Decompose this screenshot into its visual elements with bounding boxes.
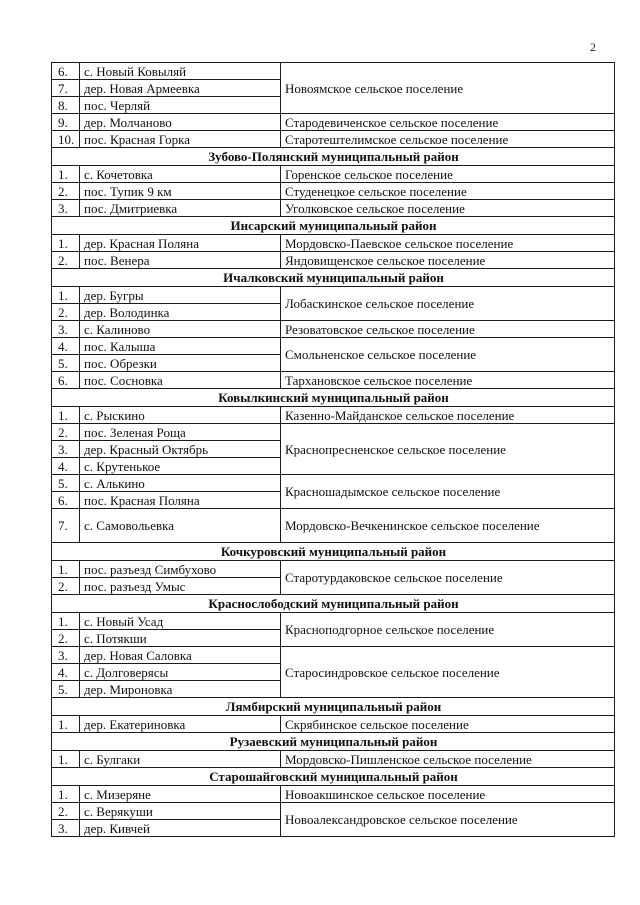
row-number: 7. — [52, 509, 80, 543]
table-row — [52, 475, 615, 492]
row-number: 1. — [52, 613, 80, 630]
district-name: Зубово-Полянский муниципальный район — [52, 148, 615, 166]
row-number: 6. — [52, 372, 80, 389]
settlement-name: Краснопресненское сельское поселение — [281, 424, 615, 475]
district-name: Ичалковский муниципальный район — [52, 269, 615, 287]
settlement-name: Новоалександровское сельское поселение — [281, 803, 615, 837]
row-number: 3. — [52, 820, 80, 837]
locality-name: пос. разъезд Симбухово — [80, 561, 281, 578]
table-row — [52, 338, 615, 355]
district-header-row — [52, 733, 615, 751]
row-number: 7. — [52, 80, 80, 97]
row-number: 1. — [52, 407, 80, 424]
locality-name: пос. Черляй — [80, 97, 281, 114]
settlement-name: Казенно-Майданское сельское поселение — [281, 407, 615, 424]
table-row — [52, 372, 615, 389]
row-number: 5. — [52, 475, 80, 492]
district-name: Кочкуровский муниципальный район — [52, 543, 615, 561]
row-number: 8. — [52, 97, 80, 114]
table-row — [52, 561, 615, 578]
district-name: Краснослободский муниципальный район — [52, 595, 615, 613]
table-row — [52, 803, 615, 820]
district-name: Ковылкинский муниципальный район — [52, 389, 615, 407]
settlement-name: Новоямское сельское поселение — [281, 63, 615, 114]
table-row — [52, 716, 615, 733]
settlement-name: Яндовищенское сельское поселение — [281, 252, 615, 269]
row-number: 1. — [52, 235, 80, 252]
settlement-name: Новоакшинское сельское поселение — [281, 786, 615, 803]
table-row — [52, 183, 615, 200]
settlement-name: Краснoподгорное сельское поселение — [281, 613, 615, 647]
table-row — [52, 786, 615, 803]
district-header-row — [52, 595, 615, 613]
table-row — [52, 647, 615, 664]
row-number: 2. — [52, 252, 80, 269]
locality-name: с. Рыскино — [80, 407, 281, 424]
locality-name: с. Калиново — [80, 321, 281, 338]
district-header-row — [52, 217, 615, 235]
locality-name: пос. Обрезки — [80, 355, 281, 372]
row-number: 2. — [52, 630, 80, 647]
locality-name: с. Долговерясы — [80, 664, 281, 681]
locality-name: дер. Молчаново — [80, 114, 281, 131]
table-row — [52, 613, 615, 630]
row-number: 3. — [52, 321, 80, 338]
table-row — [52, 114, 615, 131]
row-number: 1. — [52, 166, 80, 183]
settlement-name: Тархановское сельское поселение — [281, 372, 615, 389]
row-number: 1. — [52, 716, 80, 733]
settlements-table — [51, 62, 615, 837]
table-row — [52, 424, 615, 441]
settlement-name: Старосиндровское сельское поселение — [281, 647, 615, 698]
settlement-name: Лобаскинское сельское поселение — [281, 287, 615, 321]
settlement-name: Старотештелимское сельское поселение — [281, 131, 615, 148]
locality-name: дер. Бугры — [80, 287, 281, 304]
locality-name: пос. Дмитриевка — [80, 200, 281, 217]
row-number: 4. — [52, 338, 80, 355]
row-number: 3. — [52, 200, 80, 217]
locality-name: пос. Красная Горка — [80, 131, 281, 148]
row-number: 1. — [52, 751, 80, 768]
table-row — [52, 321, 615, 338]
row-number: 1. — [52, 561, 80, 578]
table-row — [52, 407, 615, 424]
locality-name: с. Булгаки — [80, 751, 281, 768]
district-header-row — [52, 389, 615, 407]
locality-name: пос. Сосновка — [80, 372, 281, 389]
row-number: 2. — [52, 803, 80, 820]
locality-name: пос. Венера — [80, 252, 281, 269]
settlement-name: Мордовско-Вечкенинское сельское поселение — [281, 509, 615, 543]
locality-name: дер. Красный Октябрь — [80, 441, 281, 458]
table-row — [52, 751, 615, 768]
district-header-row — [52, 543, 615, 561]
row-number: 2. — [52, 183, 80, 200]
table-row — [52, 131, 615, 148]
row-number: 2. — [52, 578, 80, 595]
district-header-row — [52, 698, 615, 716]
settlement-name: Скрябинское сельское поселение — [281, 716, 615, 733]
settlement-name: Мордовско-Пишленское сельское поселение — [281, 751, 615, 768]
row-number: 2. — [52, 304, 80, 321]
district-name: Старошайговский муниципальный район — [52, 768, 615, 786]
settlement-name: Красношадымское сельское поселение — [281, 475, 615, 509]
locality-name: с. Самовольевка — [80, 509, 281, 543]
locality-name: с. Алькино — [80, 475, 281, 492]
row-number: 5. — [52, 355, 80, 372]
district-header-row — [52, 269, 615, 287]
page-number: 2 — [590, 40, 596, 54]
row-number: 1. — [52, 786, 80, 803]
row-number: 6. — [52, 492, 80, 509]
locality-name: с. Верякуши — [80, 803, 281, 820]
settlement-name: Мордовско-Паевское сельское поселение — [281, 235, 615, 252]
row-number: 10. — [52, 131, 80, 148]
settlement-name: Уголковское сельское поселение — [281, 200, 615, 217]
settlement-name: Смольненское сельское поселение — [281, 338, 615, 372]
row-number: 6. — [52, 63, 80, 80]
locality-name: дер. Новая Саловка — [80, 647, 281, 664]
row-number: 4. — [52, 664, 80, 681]
settlement-name: Студенецкое сельское поселение — [281, 183, 615, 200]
settlement-name: Стародевиченское сельское поселение — [281, 114, 615, 131]
locality-name: дер. Володинка — [80, 304, 281, 321]
locality-name: дер. Мироновка — [80, 681, 281, 698]
locality-name: с. Новый Ковыляй — [80, 63, 281, 80]
settlement-name: Горенское сельское поселение — [281, 166, 615, 183]
district-name: Инсарский муниципальный район — [52, 217, 615, 235]
locality-name: дер. Екатериновка — [80, 716, 281, 733]
locality-name: пос. Тупик 9 км — [80, 183, 281, 200]
settlement-name: Резоватовское сельское поселение — [281, 321, 615, 338]
row-number: 4. — [52, 458, 80, 475]
row-number: 9. — [52, 114, 80, 131]
row-number: 5. — [52, 681, 80, 698]
locality-name: пос. Калыша — [80, 338, 281, 355]
district-header-row — [52, 768, 615, 786]
locality-name: пос. Красная Поляна — [80, 492, 281, 509]
district-name: Лямбирский муниципальный район — [52, 698, 615, 716]
row-number: 3. — [52, 441, 80, 458]
settlement-name: Старотурдаковское сельское поселение — [281, 561, 615, 595]
locality-name: с. Кочетовка — [80, 166, 281, 183]
table-row — [52, 509, 615, 543]
locality-name: с. Потякши — [80, 630, 281, 647]
table-row — [52, 166, 615, 183]
locality-name: пос. разъезд Умыс — [80, 578, 281, 595]
district-header-row — [52, 148, 615, 166]
locality-name: с. Крутенькое — [80, 458, 281, 475]
row-number: 3. — [52, 647, 80, 664]
table-row — [52, 252, 615, 269]
table-row — [52, 235, 615, 252]
locality-name: дер. Красная Поляна — [80, 235, 281, 252]
locality-name: дер. Новая Армеевка — [80, 80, 281, 97]
table-body — [52, 63, 615, 837]
table-row — [52, 63, 615, 80]
row-number: 2. — [52, 424, 80, 441]
row-number: 1. — [52, 287, 80, 304]
locality-name: с. Новый Усад — [80, 613, 281, 630]
locality-name: с. Мизеряне — [80, 786, 281, 803]
district-name: Рузаевский муниципальный район — [52, 733, 615, 751]
table-row — [52, 200, 615, 217]
locality-name: пос. Зеленая Роща — [80, 424, 281, 441]
table-row — [52, 287, 615, 304]
locality-name: дер. Кивчей — [80, 820, 281, 837]
